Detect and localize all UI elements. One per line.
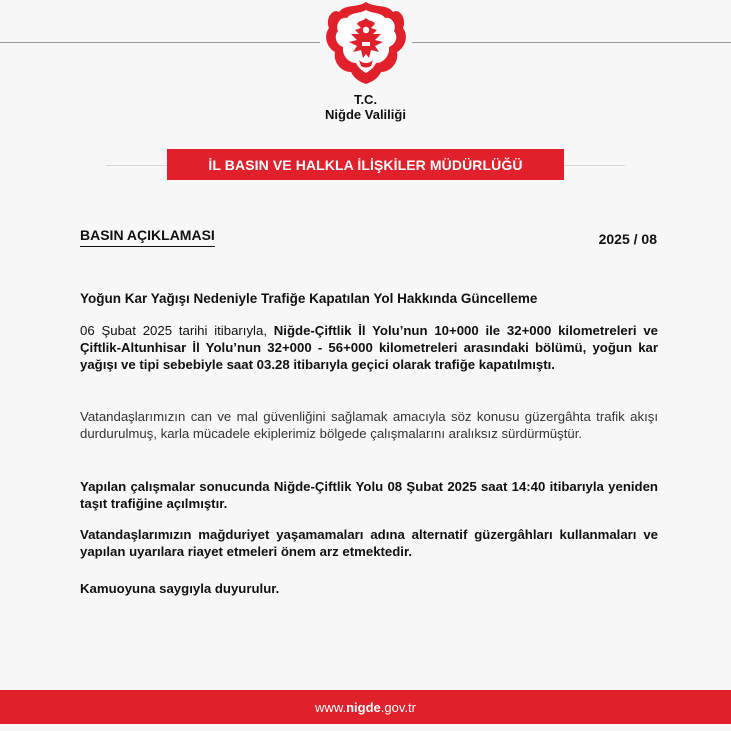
- footer-bar: [0, 690, 731, 724]
- org-line-governorship: Niğde Valiliği: [325, 107, 406, 122]
- website-link[interactable]: www.nigde.gov.tr: [315, 699, 416, 715]
- paragraph-4: Vatandaşlarımızın mağduriyet yaşamamaları adına alternatif güzergâhları kullanmaları ve yapılan uyarılara riayet etmeleri önem arz etmektedir.: [80, 527, 658, 559]
- closing-line: Kamuoyuna saygıyla duyurulur.: [80, 581, 280, 596]
- press-release-label: BASIN AÇIKLAMASI: [80, 227, 215, 247]
- press-release-number: 2025 / 08: [598, 231, 657, 247]
- paragraph-3: Yapılan çalışmalar sonucunda Niğde-Çiftlik Yolu 08 Şubat 2025 saat 14:40 itibarıyla yeniden taşıt trafiğine açılmıştır.: [80, 479, 658, 511]
- org-line-tc: T.C.: [353, 92, 378, 107]
- department-banner: [167, 149, 564, 180]
- header-rule-right: [412, 42, 731, 43]
- paragraph-1: [80, 322, 658, 373]
- paragraph-1-intro: 06 Şubat 2025 tarihi itibarıyla,: [80, 323, 274, 338]
- governorship-emblem-icon: [321, 0, 411, 84]
- paragraph-2: Vatandaşlarımızın can ve mal güvenliğini sağlamak amacıyla söz konusu güzergâhta trafik akışı durdurulmuş, karla mücadele ekiplerimiz bölgede çalışmalarını aralıksız sürdürmüştür.: [80, 409, 658, 441]
- paragraph-1-detail: Niğde-Çiftlik İl Yolu’nun 10+000 ile 32+000 kilometreleri ve Çiftlik-Altunhisar İl Yolu’nun 32+000 - 56+000 kilometreleri arasındaki bölümü, yoğun kar yağışı ve tipi sebebiyle saat 03.28 itibarıyla geçici olarak trafiğe kapatılmıştı.: [80, 323, 658, 372]
- header-rule-left: [0, 42, 320, 43]
- department-title: İL BASIN VE HALKLA İLİŞKİLER MÜDÜRLÜĞÜ: [208, 156, 523, 173]
- release-heading: Yoğun Kar Yağışı Nedeniyle Trafiğe Kapatılan Yol Hakkında Güncelleme: [80, 291, 538, 306]
